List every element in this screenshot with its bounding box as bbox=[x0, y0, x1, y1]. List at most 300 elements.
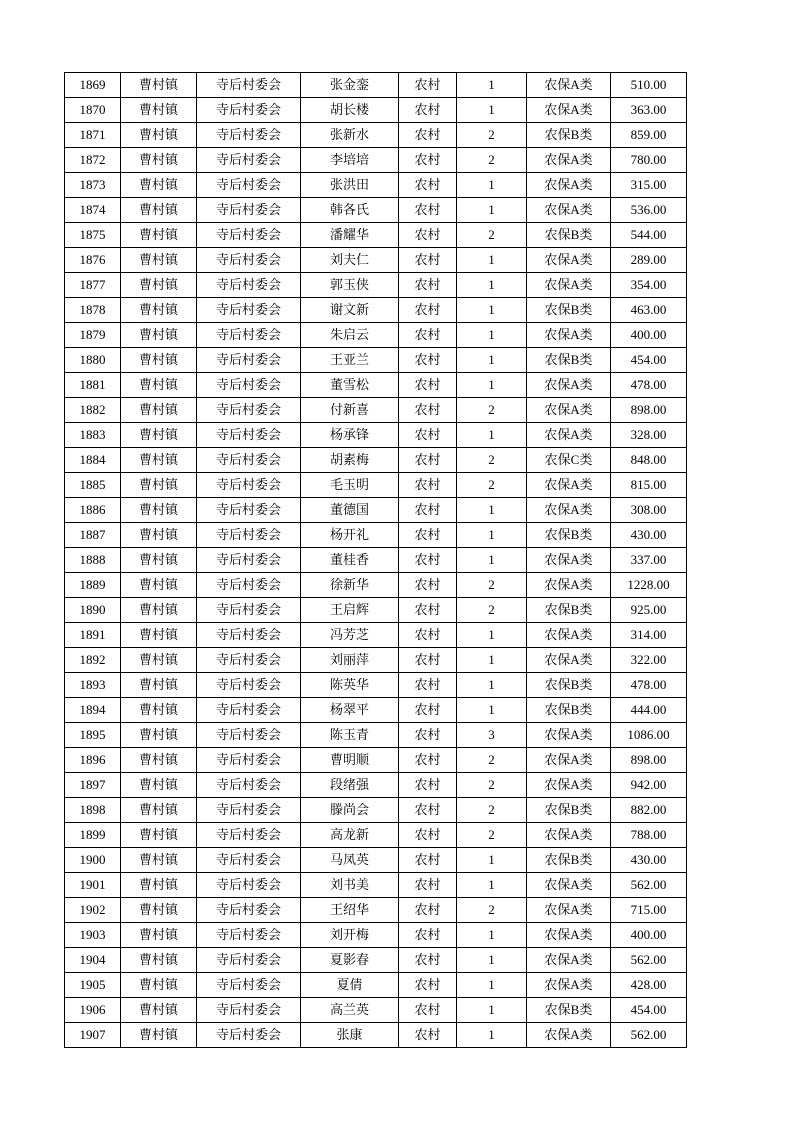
person-count-cell: 2 bbox=[457, 598, 527, 623]
table-row bbox=[65, 98, 687, 123]
table-row bbox=[65, 73, 687, 98]
town-cell: 曹村镇 bbox=[121, 773, 197, 798]
person-count-cell: 1 bbox=[457, 498, 527, 523]
amount-cell: 544.00 bbox=[611, 223, 687, 248]
area-type-cell: 农村 bbox=[399, 173, 457, 198]
insurance-category-cell: 农保B类 bbox=[527, 123, 611, 148]
town-cell: 曹村镇 bbox=[121, 373, 197, 398]
village-committee-cell: 寺后村委会 bbox=[197, 773, 301, 798]
table-row bbox=[65, 298, 687, 323]
person-name-cell: 马凤英 bbox=[301, 848, 399, 873]
table-row bbox=[65, 773, 687, 798]
table-row bbox=[65, 548, 687, 573]
person-name-cell: 张康 bbox=[301, 1023, 399, 1048]
person-count-cell: 1 bbox=[457, 523, 527, 548]
village-committee-cell: 寺后村委会 bbox=[197, 723, 301, 748]
town-cell: 曹村镇 bbox=[121, 623, 197, 648]
town-cell: 曹村镇 bbox=[121, 998, 197, 1023]
table-row bbox=[65, 823, 687, 848]
village-committee-cell: 寺后村委会 bbox=[197, 73, 301, 98]
area-type-cell: 农村 bbox=[399, 748, 457, 773]
area-type-cell: 农村 bbox=[399, 498, 457, 523]
village-committee-cell: 寺后村委会 bbox=[197, 923, 301, 948]
person-name-cell: 徐新华 bbox=[301, 573, 399, 598]
town-cell: 曹村镇 bbox=[121, 298, 197, 323]
insurance-category-cell: 农保A类 bbox=[527, 423, 611, 448]
serial-number-cell: 1877 bbox=[65, 273, 121, 298]
insurance-category-cell: 农保A类 bbox=[527, 98, 611, 123]
village-committee-cell: 寺后村委会 bbox=[197, 898, 301, 923]
person-count-cell: 1 bbox=[457, 348, 527, 373]
amount-cell: 430.00 bbox=[611, 848, 687, 873]
table-row bbox=[65, 498, 687, 523]
insurance-category-cell: 农保B类 bbox=[527, 348, 611, 373]
village-committee-cell: 寺后村委会 bbox=[197, 123, 301, 148]
person-count-cell: 1 bbox=[457, 923, 527, 948]
person-count-cell: 2 bbox=[457, 748, 527, 773]
village-committee-cell: 寺后村委会 bbox=[197, 223, 301, 248]
serial-number-cell: 1890 bbox=[65, 598, 121, 623]
amount-cell: 428.00 bbox=[611, 973, 687, 998]
person-count-cell: 1 bbox=[457, 423, 527, 448]
table-row bbox=[65, 573, 687, 598]
serial-number-cell: 1906 bbox=[65, 998, 121, 1023]
town-cell: 曹村镇 bbox=[121, 248, 197, 273]
area-type-cell: 农村 bbox=[399, 598, 457, 623]
amount-cell: 715.00 bbox=[611, 898, 687, 923]
town-cell: 曹村镇 bbox=[121, 498, 197, 523]
amount-cell: 444.00 bbox=[611, 698, 687, 723]
person-count-cell: 1 bbox=[457, 248, 527, 273]
person-name-cell: 胡长楼 bbox=[301, 98, 399, 123]
serial-number-cell: 1895 bbox=[65, 723, 121, 748]
amount-cell: 925.00 bbox=[611, 598, 687, 623]
insurance-category-cell: 农保B类 bbox=[527, 698, 611, 723]
town-cell: 曹村镇 bbox=[121, 98, 197, 123]
area-type-cell: 农村 bbox=[399, 973, 457, 998]
village-committee-cell: 寺后村委会 bbox=[197, 173, 301, 198]
amount-cell: 454.00 bbox=[611, 998, 687, 1023]
village-committee-cell: 寺后村委会 bbox=[197, 248, 301, 273]
person-count-cell: 1 bbox=[457, 673, 527, 698]
insurance-category-cell: 农保A类 bbox=[527, 573, 611, 598]
person-count-cell: 1 bbox=[457, 273, 527, 298]
insurance-category-cell: 农保A类 bbox=[527, 323, 611, 348]
insurance-category-cell: 农保B类 bbox=[527, 298, 611, 323]
village-committee-cell: 寺后村委会 bbox=[197, 698, 301, 723]
town-cell: 曹村镇 bbox=[121, 1023, 197, 1048]
area-type-cell: 农村 bbox=[399, 298, 457, 323]
table-row bbox=[65, 898, 687, 923]
amount-cell: 454.00 bbox=[611, 348, 687, 373]
area-type-cell: 农村 bbox=[399, 348, 457, 373]
table-row bbox=[65, 848, 687, 873]
table-row bbox=[65, 348, 687, 373]
town-cell: 曹村镇 bbox=[121, 148, 197, 173]
village-committee-cell: 寺后村委会 bbox=[197, 348, 301, 373]
area-type-cell: 农村 bbox=[399, 273, 457, 298]
table-row bbox=[65, 198, 687, 223]
area-type-cell: 农村 bbox=[399, 373, 457, 398]
table-row bbox=[65, 923, 687, 948]
serial-number-cell: 1870 bbox=[65, 98, 121, 123]
area-type-cell: 农村 bbox=[399, 773, 457, 798]
amount-cell: 314.00 bbox=[611, 623, 687, 648]
person-count-cell: 1 bbox=[457, 623, 527, 648]
person-name-cell: 王绍华 bbox=[301, 898, 399, 923]
serial-number-cell: 1883 bbox=[65, 423, 121, 448]
table-row bbox=[65, 423, 687, 448]
insurance-category-cell: 农保A类 bbox=[527, 398, 611, 423]
person-name-cell: 刘开梅 bbox=[301, 923, 399, 948]
village-committee-cell: 寺后村委会 bbox=[197, 448, 301, 473]
amount-cell: 898.00 bbox=[611, 748, 687, 773]
town-cell: 曹村镇 bbox=[121, 73, 197, 98]
amount-cell: 882.00 bbox=[611, 798, 687, 823]
insurance-category-cell: 农保A类 bbox=[527, 873, 611, 898]
area-type-cell: 农村 bbox=[399, 398, 457, 423]
table-row bbox=[65, 873, 687, 898]
amount-cell: 562.00 bbox=[611, 948, 687, 973]
village-committee-cell: 寺后村委会 bbox=[197, 648, 301, 673]
town-cell: 曹村镇 bbox=[121, 348, 197, 373]
serial-number-cell: 1887 bbox=[65, 523, 121, 548]
village-committee-cell: 寺后村委会 bbox=[197, 398, 301, 423]
insurance-category-cell: 农保A类 bbox=[527, 923, 611, 948]
person-name-cell: 夏倩 bbox=[301, 973, 399, 998]
table-row bbox=[65, 223, 687, 248]
person-name-cell: 刘丽萍 bbox=[301, 648, 399, 673]
village-committee-cell: 寺后村委会 bbox=[197, 973, 301, 998]
area-type-cell: 农村 bbox=[399, 198, 457, 223]
village-committee-cell: 寺后村委会 bbox=[197, 798, 301, 823]
village-committee-cell: 寺后村委会 bbox=[197, 873, 301, 898]
village-committee-cell: 寺后村委会 bbox=[197, 623, 301, 648]
person-count-cell: 1 bbox=[457, 73, 527, 98]
amount-cell: 510.00 bbox=[611, 73, 687, 98]
insurance-category-cell: 农保B类 bbox=[527, 598, 611, 623]
person-count-cell: 1 bbox=[457, 198, 527, 223]
village-committee-cell: 寺后村委会 bbox=[197, 498, 301, 523]
serial-number-cell: 1875 bbox=[65, 223, 121, 248]
area-type-cell: 农村 bbox=[399, 323, 457, 348]
person-name-cell: 潘耀华 bbox=[301, 223, 399, 248]
town-cell: 曹村镇 bbox=[121, 423, 197, 448]
village-committee-cell: 寺后村委会 bbox=[197, 273, 301, 298]
person-count-cell: 1 bbox=[457, 323, 527, 348]
serial-number-cell: 1892 bbox=[65, 648, 121, 673]
person-count-cell: 2 bbox=[457, 473, 527, 498]
village-committee-cell: 寺后村委会 bbox=[197, 848, 301, 873]
serial-number-cell: 1880 bbox=[65, 348, 121, 373]
village-committee-cell: 寺后村委会 bbox=[197, 373, 301, 398]
amount-cell: 859.00 bbox=[611, 123, 687, 148]
area-type-cell: 农村 bbox=[399, 123, 457, 148]
serial-number-cell: 1888 bbox=[65, 548, 121, 573]
insurance-category-cell: 农保A类 bbox=[527, 948, 611, 973]
village-committee-cell: 寺后村委会 bbox=[197, 598, 301, 623]
insurance-category-cell: 农保A类 bbox=[527, 73, 611, 98]
village-committee-cell: 寺后村委会 bbox=[197, 673, 301, 698]
serial-number-cell: 1894 bbox=[65, 698, 121, 723]
person-count-cell: 2 bbox=[457, 773, 527, 798]
amount-cell: 363.00 bbox=[611, 98, 687, 123]
person-count-cell: 1 bbox=[457, 698, 527, 723]
person-count-cell: 2 bbox=[457, 448, 527, 473]
serial-number-cell: 1885 bbox=[65, 473, 121, 498]
person-name-cell: 董雪松 bbox=[301, 373, 399, 398]
amount-cell: 315.00 bbox=[611, 173, 687, 198]
town-cell: 曹村镇 bbox=[121, 898, 197, 923]
town-cell: 曹村镇 bbox=[121, 873, 197, 898]
village-committee-cell: 寺后村委会 bbox=[197, 998, 301, 1023]
serial-number-cell: 1900 bbox=[65, 848, 121, 873]
area-type-cell: 农村 bbox=[399, 998, 457, 1023]
person-count-cell: 1 bbox=[457, 848, 527, 873]
area-type-cell: 农村 bbox=[399, 1023, 457, 1048]
area-type-cell: 农村 bbox=[399, 523, 457, 548]
person-name-cell: 董德国 bbox=[301, 498, 399, 523]
person-name-cell: 王亚兰 bbox=[301, 348, 399, 373]
person-count-cell: 1 bbox=[457, 1023, 527, 1048]
table-row bbox=[65, 723, 687, 748]
amount-cell: 400.00 bbox=[611, 923, 687, 948]
person-name-cell: 高兰英 bbox=[301, 998, 399, 1023]
table-row bbox=[65, 623, 687, 648]
amount-cell: 354.00 bbox=[611, 273, 687, 298]
insurance-category-cell: 农保A类 bbox=[527, 173, 611, 198]
person-name-cell: 张新水 bbox=[301, 123, 399, 148]
town-cell: 曹村镇 bbox=[121, 973, 197, 998]
person-count-cell: 1 bbox=[457, 648, 527, 673]
serial-number-cell: 1879 bbox=[65, 323, 121, 348]
insurance-category-cell: 农保C类 bbox=[527, 448, 611, 473]
person-name-cell: 段绪强 bbox=[301, 773, 399, 798]
serial-number-cell: 1884 bbox=[65, 448, 121, 473]
table-row bbox=[65, 323, 687, 348]
area-type-cell: 农村 bbox=[399, 73, 457, 98]
amount-cell: 430.00 bbox=[611, 523, 687, 548]
table-row bbox=[65, 248, 687, 273]
amount-cell: 1086.00 bbox=[611, 723, 687, 748]
table-row bbox=[65, 598, 687, 623]
insurance-category-cell: 农保A类 bbox=[527, 773, 611, 798]
area-type-cell: 农村 bbox=[399, 898, 457, 923]
table-row bbox=[65, 948, 687, 973]
town-cell: 曹村镇 bbox=[121, 673, 197, 698]
amount-cell: 478.00 bbox=[611, 373, 687, 398]
insurance-category-cell: 农保A类 bbox=[527, 373, 611, 398]
person-name-cell: 曹明顺 bbox=[301, 748, 399, 773]
serial-number-cell: 1876 bbox=[65, 248, 121, 273]
person-count-cell: 1 bbox=[457, 173, 527, 198]
table-row bbox=[65, 473, 687, 498]
insurance-category-cell: 农保A类 bbox=[527, 148, 611, 173]
area-type-cell: 农村 bbox=[399, 823, 457, 848]
area-type-cell: 农村 bbox=[399, 423, 457, 448]
insurance-category-cell: 农保B类 bbox=[527, 798, 611, 823]
area-type-cell: 农村 bbox=[399, 873, 457, 898]
person-name-cell: 陈英华 bbox=[301, 673, 399, 698]
town-cell: 曹村镇 bbox=[121, 648, 197, 673]
area-type-cell: 农村 bbox=[399, 98, 457, 123]
person-name-cell: 陈玉青 bbox=[301, 723, 399, 748]
town-cell: 曹村镇 bbox=[121, 273, 197, 298]
village-committee-cell: 寺后村委会 bbox=[197, 523, 301, 548]
town-cell: 曹村镇 bbox=[121, 598, 197, 623]
table-row bbox=[65, 648, 687, 673]
amount-cell: 848.00 bbox=[611, 448, 687, 473]
person-name-cell: 李培培 bbox=[301, 148, 399, 173]
amount-cell: 788.00 bbox=[611, 823, 687, 848]
person-name-cell: 付新喜 bbox=[301, 398, 399, 423]
table-row bbox=[65, 148, 687, 173]
village-committee-cell: 寺后村委会 bbox=[197, 148, 301, 173]
person-count-cell: 1 bbox=[457, 948, 527, 973]
table-row bbox=[65, 998, 687, 1023]
amount-cell: 815.00 bbox=[611, 473, 687, 498]
serial-number-cell: 1878 bbox=[65, 298, 121, 323]
table-row bbox=[65, 273, 687, 298]
person-count-cell: 2 bbox=[457, 123, 527, 148]
table-row bbox=[65, 698, 687, 723]
insurance-category-cell: 农保A类 bbox=[527, 1023, 611, 1048]
town-cell: 曹村镇 bbox=[121, 223, 197, 248]
insurance-category-cell: 农保A类 bbox=[527, 198, 611, 223]
person-count-cell: 2 bbox=[457, 148, 527, 173]
town-cell: 曹村镇 bbox=[121, 923, 197, 948]
town-cell: 曹村镇 bbox=[121, 723, 197, 748]
table-row bbox=[65, 973, 687, 998]
table-row bbox=[65, 523, 687, 548]
town-cell: 曹村镇 bbox=[121, 473, 197, 498]
insurance-category-cell: 农保A类 bbox=[527, 273, 611, 298]
person-count-cell: 1 bbox=[457, 298, 527, 323]
person-name-cell: 刘书美 bbox=[301, 873, 399, 898]
village-committee-cell: 寺后村委会 bbox=[197, 298, 301, 323]
town-cell: 曹村镇 bbox=[121, 948, 197, 973]
area-type-cell: 农村 bbox=[399, 148, 457, 173]
town-cell: 曹村镇 bbox=[121, 323, 197, 348]
amount-cell: 308.00 bbox=[611, 498, 687, 523]
insurance-category-cell: 农保A类 bbox=[527, 473, 611, 498]
person-name-cell: 高龙新 bbox=[301, 823, 399, 848]
insurance-category-cell: 农保A类 bbox=[527, 498, 611, 523]
town-cell: 曹村镇 bbox=[121, 398, 197, 423]
person-name-cell: 董桂香 bbox=[301, 548, 399, 573]
person-count-cell: 3 bbox=[457, 723, 527, 748]
town-cell: 曹村镇 bbox=[121, 798, 197, 823]
town-cell: 曹村镇 bbox=[121, 573, 197, 598]
insurance-category-cell: 农保A类 bbox=[527, 723, 611, 748]
serial-number-cell: 1905 bbox=[65, 973, 121, 998]
insurance-category-cell: 农保A类 bbox=[527, 823, 611, 848]
serial-number-cell: 1874 bbox=[65, 198, 121, 223]
insurance-category-cell: 农保A类 bbox=[527, 248, 611, 273]
amount-cell: 942.00 bbox=[611, 773, 687, 798]
person-name-cell: 王启辉 bbox=[301, 598, 399, 623]
serial-number-cell: 1891 bbox=[65, 623, 121, 648]
area-type-cell: 农村 bbox=[399, 848, 457, 873]
serial-number-cell: 1869 bbox=[65, 73, 121, 98]
person-name-cell: 朱启云 bbox=[301, 323, 399, 348]
serial-number-cell: 1882 bbox=[65, 398, 121, 423]
insurance-category-cell: 农保A类 bbox=[527, 648, 611, 673]
area-type-cell: 农村 bbox=[399, 573, 457, 598]
area-type-cell: 农村 bbox=[399, 723, 457, 748]
table-row bbox=[65, 173, 687, 198]
person-name-cell: 杨承锋 bbox=[301, 423, 399, 448]
village-committee-cell: 寺后村委会 bbox=[197, 573, 301, 598]
person-count-cell: 1 bbox=[457, 98, 527, 123]
amount-cell: 898.00 bbox=[611, 398, 687, 423]
insurance-category-cell: 农保A类 bbox=[527, 973, 611, 998]
table-row bbox=[65, 373, 687, 398]
amount-cell: 289.00 bbox=[611, 248, 687, 273]
serial-number-cell: 1872 bbox=[65, 148, 121, 173]
table-row bbox=[65, 798, 687, 823]
insurance-category-cell: 农保A类 bbox=[527, 623, 611, 648]
town-cell: 曹村镇 bbox=[121, 448, 197, 473]
village-committee-cell: 寺后村委会 bbox=[197, 748, 301, 773]
insurance-category-cell: 农保B类 bbox=[527, 523, 611, 548]
person-count-cell: 2 bbox=[457, 223, 527, 248]
insurance-category-cell: 农保B类 bbox=[527, 673, 611, 698]
serial-number-cell: 1873 bbox=[65, 173, 121, 198]
village-committee-cell: 寺后村委会 bbox=[197, 823, 301, 848]
area-type-cell: 农村 bbox=[399, 923, 457, 948]
village-committee-cell: 寺后村委会 bbox=[197, 548, 301, 573]
person-name-cell: 张金銮 bbox=[301, 73, 399, 98]
town-cell: 曹村镇 bbox=[121, 523, 197, 548]
person-count-cell: 1 bbox=[457, 973, 527, 998]
person-count-cell: 1 bbox=[457, 548, 527, 573]
amount-cell: 1228.00 bbox=[611, 573, 687, 598]
person-count-cell: 2 bbox=[457, 823, 527, 848]
town-cell: 曹村镇 bbox=[121, 698, 197, 723]
person-name-cell: 谢文新 bbox=[301, 298, 399, 323]
area-type-cell: 农村 bbox=[399, 698, 457, 723]
serial-number-cell: 1889 bbox=[65, 573, 121, 598]
amount-cell: 328.00 bbox=[611, 423, 687, 448]
person-name-cell: 张洪田 bbox=[301, 173, 399, 198]
serial-number-cell: 1901 bbox=[65, 873, 121, 898]
village-committee-cell: 寺后村委会 bbox=[197, 473, 301, 498]
serial-number-cell: 1907 bbox=[65, 1023, 121, 1048]
insurance-category-cell: 农保A类 bbox=[527, 548, 611, 573]
area-type-cell: 农村 bbox=[399, 948, 457, 973]
village-committee-cell: 寺后村委会 bbox=[197, 323, 301, 348]
town-cell: 曹村镇 bbox=[121, 748, 197, 773]
insurance-category-cell: 农保B类 bbox=[527, 998, 611, 1023]
serial-number-cell: 1899 bbox=[65, 823, 121, 848]
person-count-cell: 1 bbox=[457, 873, 527, 898]
insurance-category-cell: 农保A类 bbox=[527, 898, 611, 923]
area-type-cell: 农村 bbox=[399, 448, 457, 473]
village-committee-cell: 寺后村委会 bbox=[197, 423, 301, 448]
person-count-cell: 1 bbox=[457, 373, 527, 398]
person-name-cell: 郭玉侠 bbox=[301, 273, 399, 298]
area-type-cell: 农村 bbox=[399, 623, 457, 648]
person-name-cell: 韩各氏 bbox=[301, 198, 399, 223]
table-row bbox=[65, 123, 687, 148]
serial-number-cell: 1893 bbox=[65, 673, 121, 698]
person-name-cell: 冯芳芝 bbox=[301, 623, 399, 648]
serial-number-cell: 1897 bbox=[65, 773, 121, 798]
table-body bbox=[65, 73, 687, 1048]
area-type-cell: 农村 bbox=[399, 548, 457, 573]
amount-cell: 562.00 bbox=[611, 1023, 687, 1048]
